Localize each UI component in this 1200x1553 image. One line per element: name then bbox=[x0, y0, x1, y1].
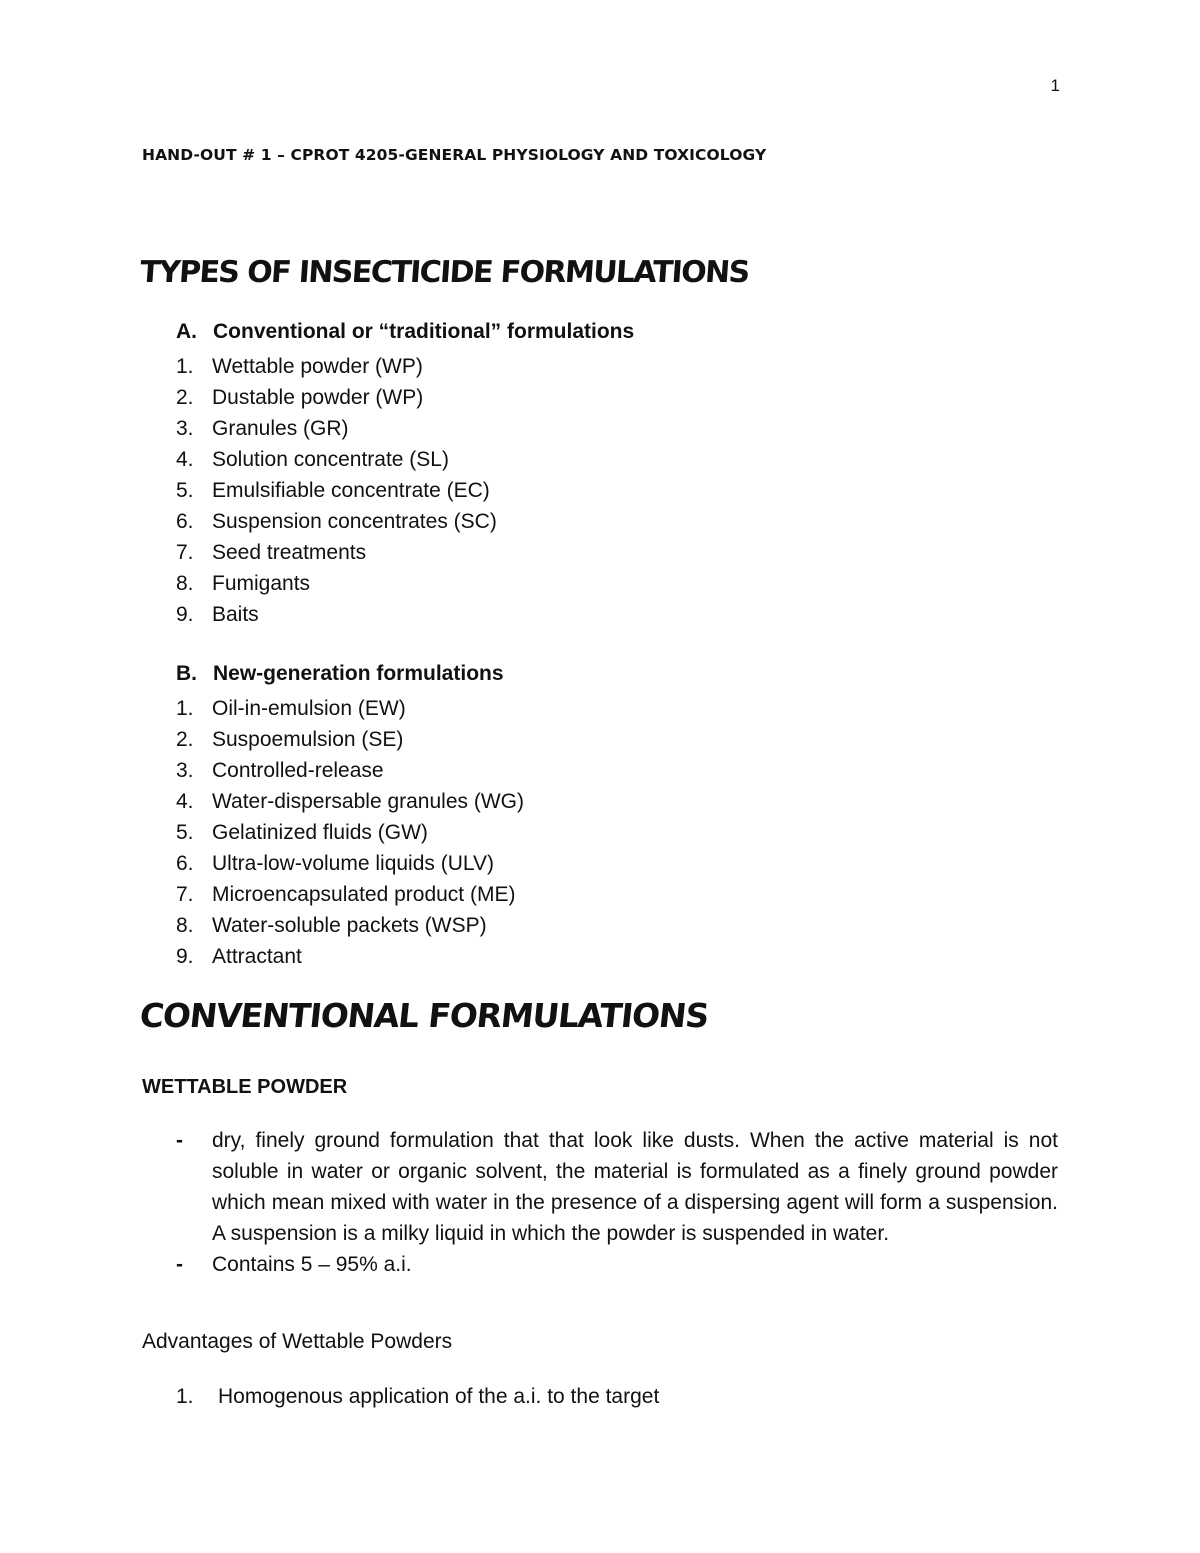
section-b-letter: B. bbox=[176, 662, 197, 685]
list-item-number: 2. bbox=[176, 728, 194, 751]
list-item-number: 7. bbox=[176, 541, 194, 564]
list-item bbox=[176, 568, 497, 599]
list-item-text: Suspension concentrates (SC) bbox=[212, 510, 497, 533]
section-a-title: Conventional or “traditional” formulations bbox=[213, 320, 635, 343]
list-item-text: Suspoemulsion (SE) bbox=[212, 728, 404, 751]
list-item bbox=[176, 848, 524, 879]
wettable-powder-heading: WETTABLE POWDER bbox=[142, 1076, 348, 1098]
main-title: TYPES OF INSECTICIDE FORMULATIONS bbox=[138, 255, 750, 290]
list-item-text: Granules (GR) bbox=[212, 417, 349, 440]
list-item-number: 9. bbox=[176, 603, 194, 626]
list-item-text: Baits bbox=[212, 603, 259, 626]
list-item bbox=[176, 817, 524, 848]
list-item bbox=[176, 941, 524, 972]
list-item bbox=[176, 786, 524, 817]
section-a-letter: A. bbox=[176, 320, 197, 343]
bullet-text: Contains 5 – 95% a.i. bbox=[212, 1253, 412, 1276]
list-item bbox=[176, 444, 497, 475]
list-item-number: 5. bbox=[176, 821, 194, 844]
list-item-number: 1. bbox=[176, 1385, 194, 1408]
list-item-text: Fumigants bbox=[212, 572, 311, 595]
list-item-text: Attractant bbox=[212, 945, 302, 968]
list-item bbox=[176, 382, 497, 413]
list-item bbox=[176, 910, 524, 941]
list-item-text: Water-dispersable granules (WG) bbox=[212, 790, 524, 813]
advantages-list bbox=[176, 1381, 659, 1412]
wettable-powder-bullets bbox=[176, 1125, 1058, 1280]
bullet-dash: - bbox=[176, 1253, 183, 1276]
list-item-text: Wettable powder (WP) bbox=[212, 355, 423, 378]
list-item-number: 3. bbox=[176, 417, 194, 440]
list-item-text: Gelatinized fluids (GW) bbox=[212, 821, 428, 844]
list-item-number: 3. bbox=[176, 759, 194, 782]
list-item-number: 1. bbox=[176, 697, 194, 720]
list-item-number: 9. bbox=[176, 945, 194, 968]
list-item-text: Controlled-release bbox=[212, 759, 384, 782]
bullet-dash: - bbox=[176, 1129, 183, 1152]
section-a-list bbox=[176, 351, 497, 630]
bullet-text: dry, finely ground formulation that that look like dusts. When the active material is not soluble in water or organic solvent, the material is formulated as a finely ground powder which mean mixed with water in the presence of a dispersing agent will form a suspension. A suspension is a milky liquid in which the powder is suspended in water. bbox=[212, 1129, 1058, 1245]
list-item-number: 4. bbox=[176, 790, 194, 813]
list-item-text: Homogenous application of the a.i. to the target bbox=[218, 1385, 660, 1408]
section-a-heading bbox=[176, 320, 634, 344]
list-item-text: Solution concentrate (SL) bbox=[212, 448, 449, 471]
list-item-number: 8. bbox=[176, 572, 194, 595]
list-item-number: 7. bbox=[176, 883, 194, 906]
advantages-heading: Advantages of Wettable Powders bbox=[142, 1330, 453, 1353]
list-item bbox=[176, 1381, 659, 1412]
list-item bbox=[176, 755, 524, 786]
list-item-text: Seed treatments bbox=[212, 541, 367, 564]
list-item bbox=[176, 693, 524, 724]
list-item bbox=[176, 599, 497, 630]
list-item-number: 2. bbox=[176, 386, 194, 409]
list-item bbox=[176, 351, 497, 382]
list-item bbox=[176, 506, 497, 537]
section-b-heading bbox=[176, 662, 504, 686]
bullet-item bbox=[176, 1249, 1058, 1280]
list-item-text: Water-soluble packets (WSP) bbox=[212, 914, 487, 937]
list-item-number: 4. bbox=[176, 448, 194, 471]
list-item bbox=[176, 475, 497, 506]
list-item-text: Dustable powder (WP) bbox=[212, 386, 424, 409]
list-item-number: 1. bbox=[176, 355, 194, 378]
list-item-number: 5. bbox=[176, 479, 194, 502]
bullet-item bbox=[176, 1125, 1058, 1249]
section-b-title: New-generation formulations bbox=[213, 662, 504, 685]
list-item-text: Emulsifiable concentrate (EC) bbox=[212, 479, 490, 502]
list-item-number: 6. bbox=[176, 852, 194, 875]
list-item bbox=[176, 724, 524, 755]
list-item-text: Microencapsulated product (ME) bbox=[212, 883, 516, 906]
conventional-formulations-title: CONVENTIONAL FORMULATIONS bbox=[137, 996, 711, 1035]
list-item-text: Ultra-low-volume liquids (ULV) bbox=[212, 852, 495, 875]
course-header: HAND-OUT # 1 – CPROT 4205-GENERAL PHYSIOLOGY AND TOXICOLOGY bbox=[142, 146, 767, 164]
page-number: 1 bbox=[1050, 76, 1060, 95]
section-b-list bbox=[176, 693, 524, 972]
list-item-number: 6. bbox=[176, 510, 194, 533]
list-item-number: 8. bbox=[176, 914, 194, 937]
list-item-text: Oil-in-emulsion (EW) bbox=[212, 697, 406, 720]
list-item bbox=[176, 537, 497, 568]
list-item bbox=[176, 413, 497, 444]
list-item bbox=[176, 879, 524, 910]
